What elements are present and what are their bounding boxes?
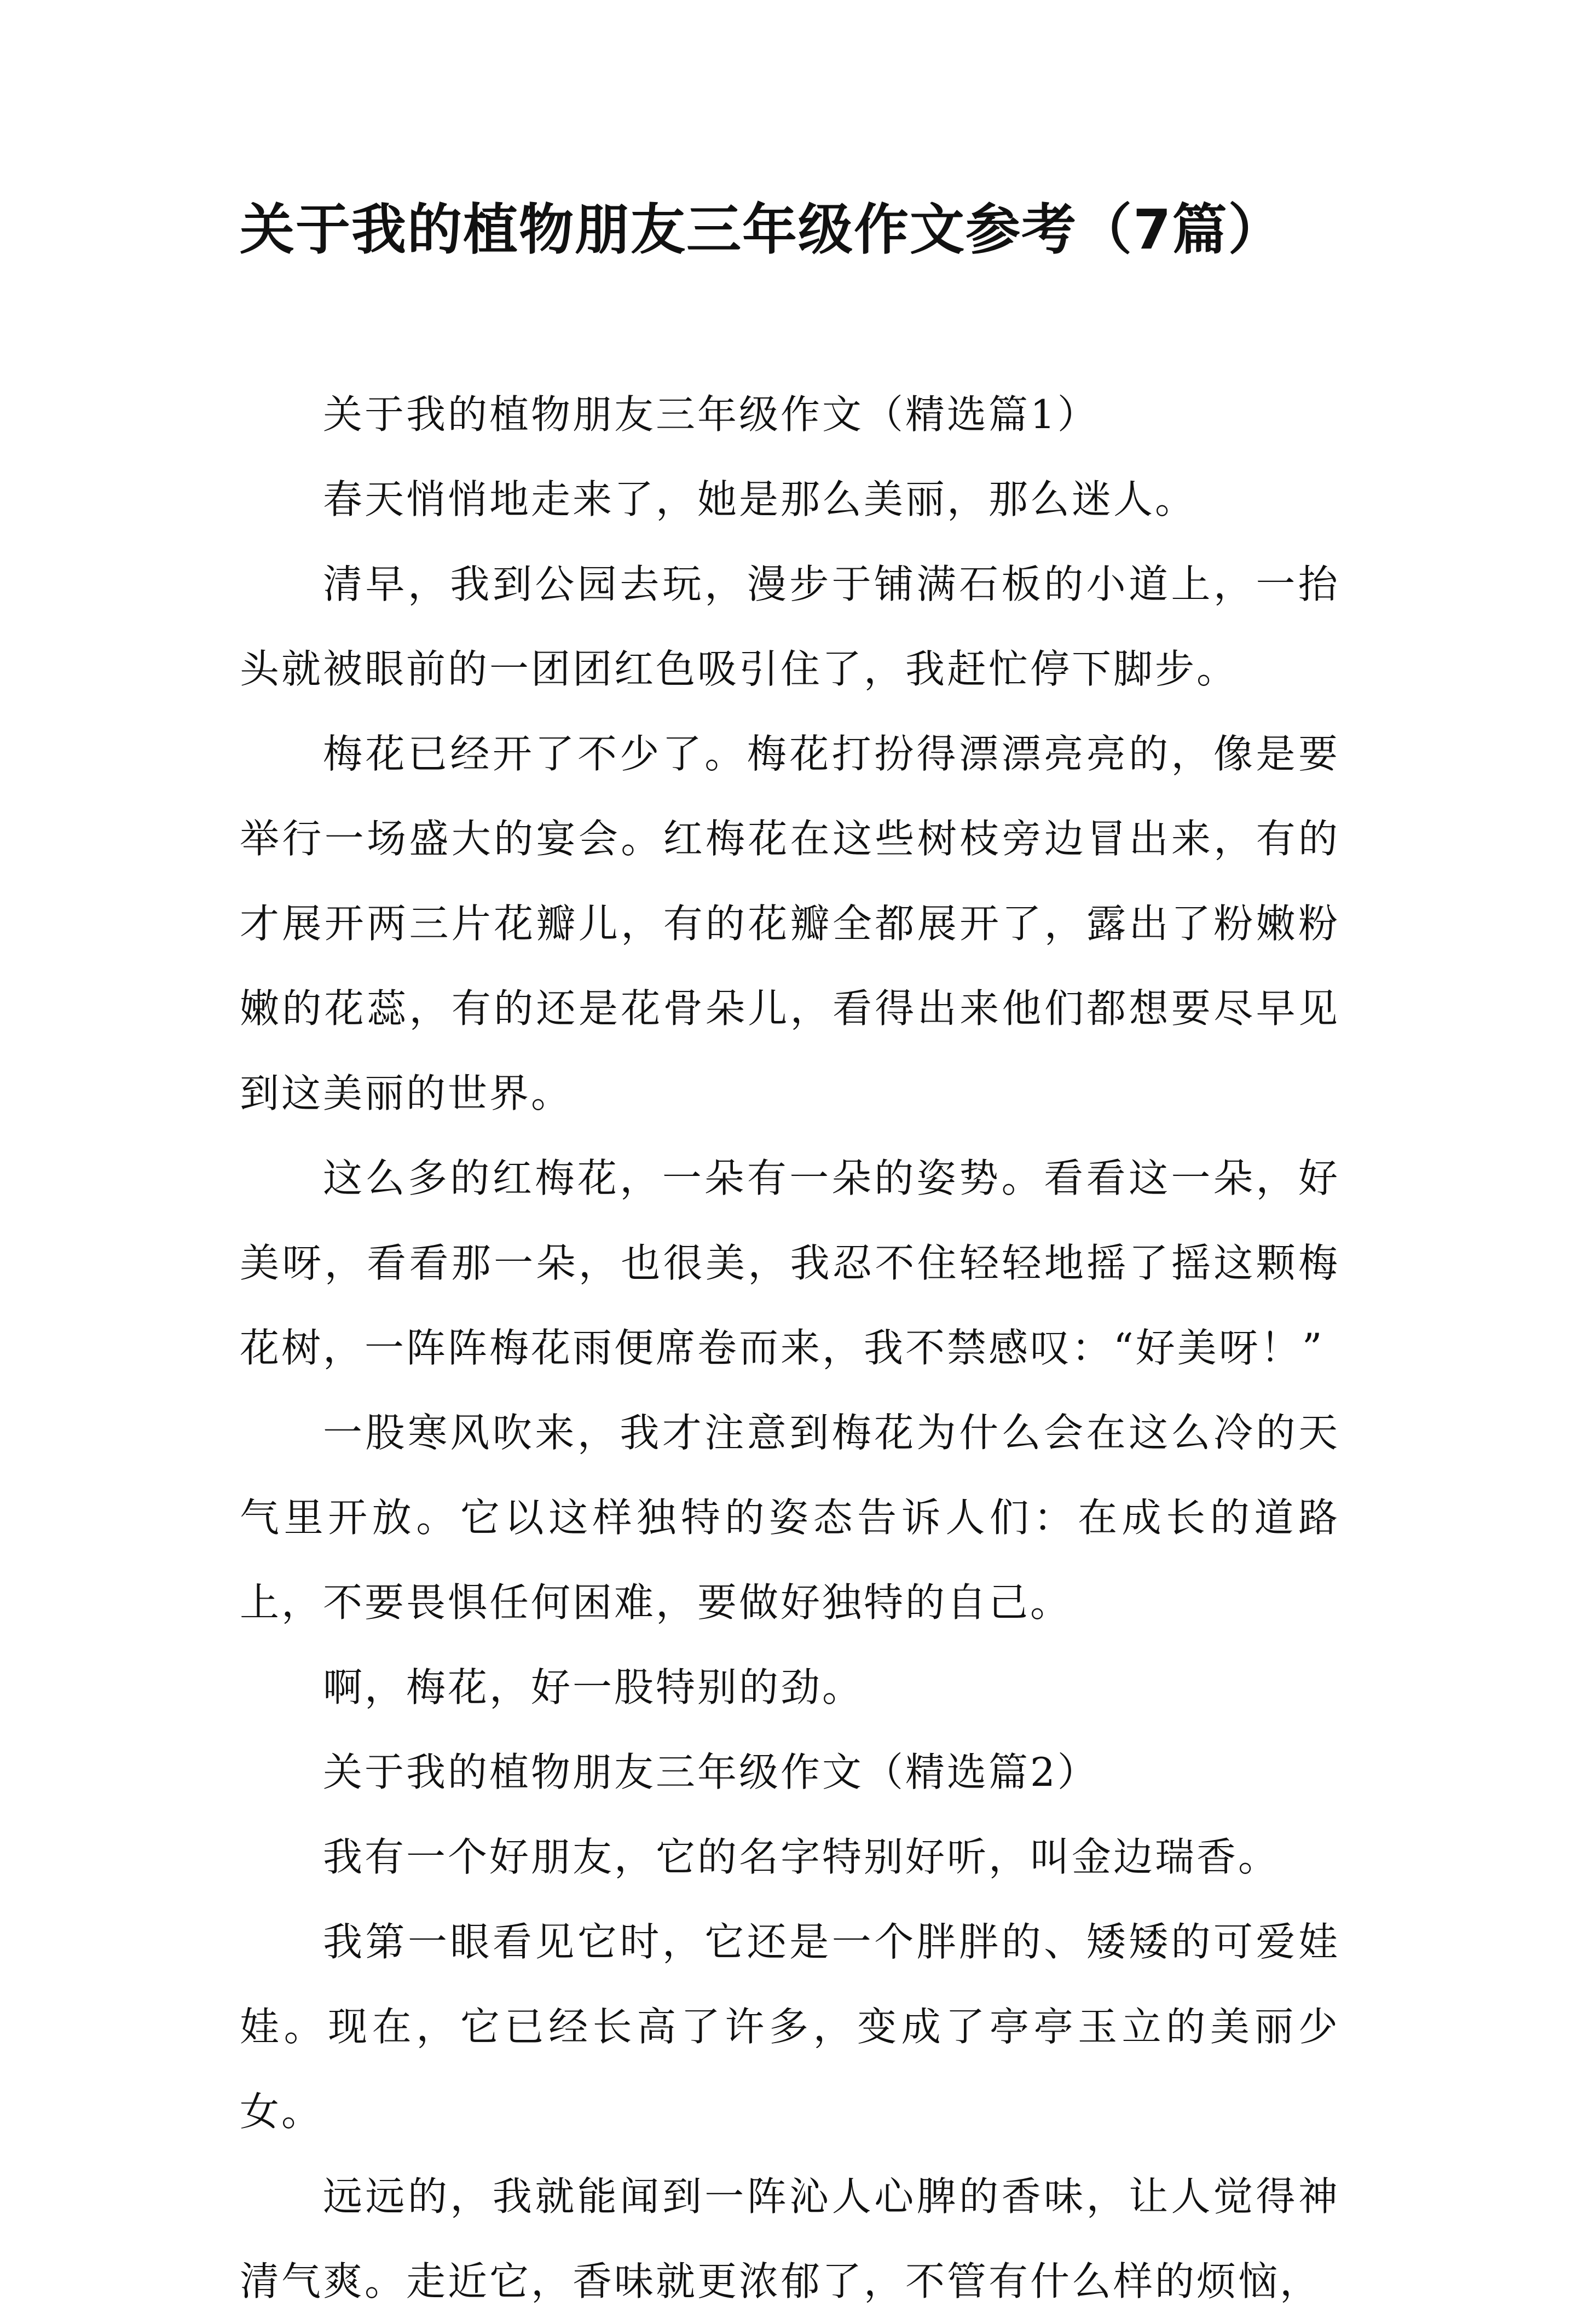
- paragraph: 啊，梅花，好一股特别的劲。: [323, 1664, 864, 1710]
- paragraph: 远远的，我就能闻到一阵沁人心脾的香味，让人觉得神清气爽。走近它，香味就更浓郁了，不管有什么样的烦恼，: [240, 2173, 1340, 2304]
- section-heading-1: 关于我的植物朋友三年级作文（精选篇1）: [323, 391, 1099, 437]
- document-body: [240, 372, 1340, 2324]
- section-heading-2: 关于我的植物朋友三年级作文（精选篇2）: [323, 1749, 1099, 1795]
- paragraph: 这么多的红梅花，一朵有一朵的姿势。看看这一朵，好美呀，看看那一朵，也很美，我忍不住轻轻地摇了摇这颗梅花树，一阵阵梅花雨便席卷而来，我不禁感叹：“好美呀！”: [240, 1155, 1340, 1371]
- document-title: 关于我的植物朋友三年级作文参考（7篇）: [240, 198, 1284, 262]
- paragraph: 一股寒风吹来，我才注意到梅花为什么会在这么冷的天气里开放。它以这样独特的姿态告诉人们：在成长的道路上，不要畏惧任何困难，要做好独特的自己。: [240, 1410, 1340, 1625]
- paragraph: 春天悄悄地走来了，她是那么美丽，那么迷人。: [323, 476, 1197, 522]
- paragraph: 梅花已经开了不少了。梅花打扮得漂漂亮亮的，像是要举行一场盛大的宴会。红梅花在这些树枝旁边冒出来，有的才展开两三片花瓣儿，有的花瓣全都展开了，露出了粉嫩粉嫩的花蕊，有的还是花骨朵儿，看得出来他们都想要尽早见到这美丽的世界。: [240, 731, 1340, 1116]
- paragraph: 我有一个好朋友，它的名字特别好听，叫金边瑞香。: [323, 1834, 1280, 1880]
- paragraph: 我第一眼看见它时，它还是一个胖胖的、矮矮的可爱娃娃。现在，它已经长高了许多，变成了亭亭玉立的美丽少女。: [240, 1919, 1340, 2135]
- paragraph: 清早，我到公园去玩，漫步于铺满石板的小道上，一抬头就被眼前的一团团红色吸引住了，我赶忙停下脚步。: [240, 561, 1340, 692]
